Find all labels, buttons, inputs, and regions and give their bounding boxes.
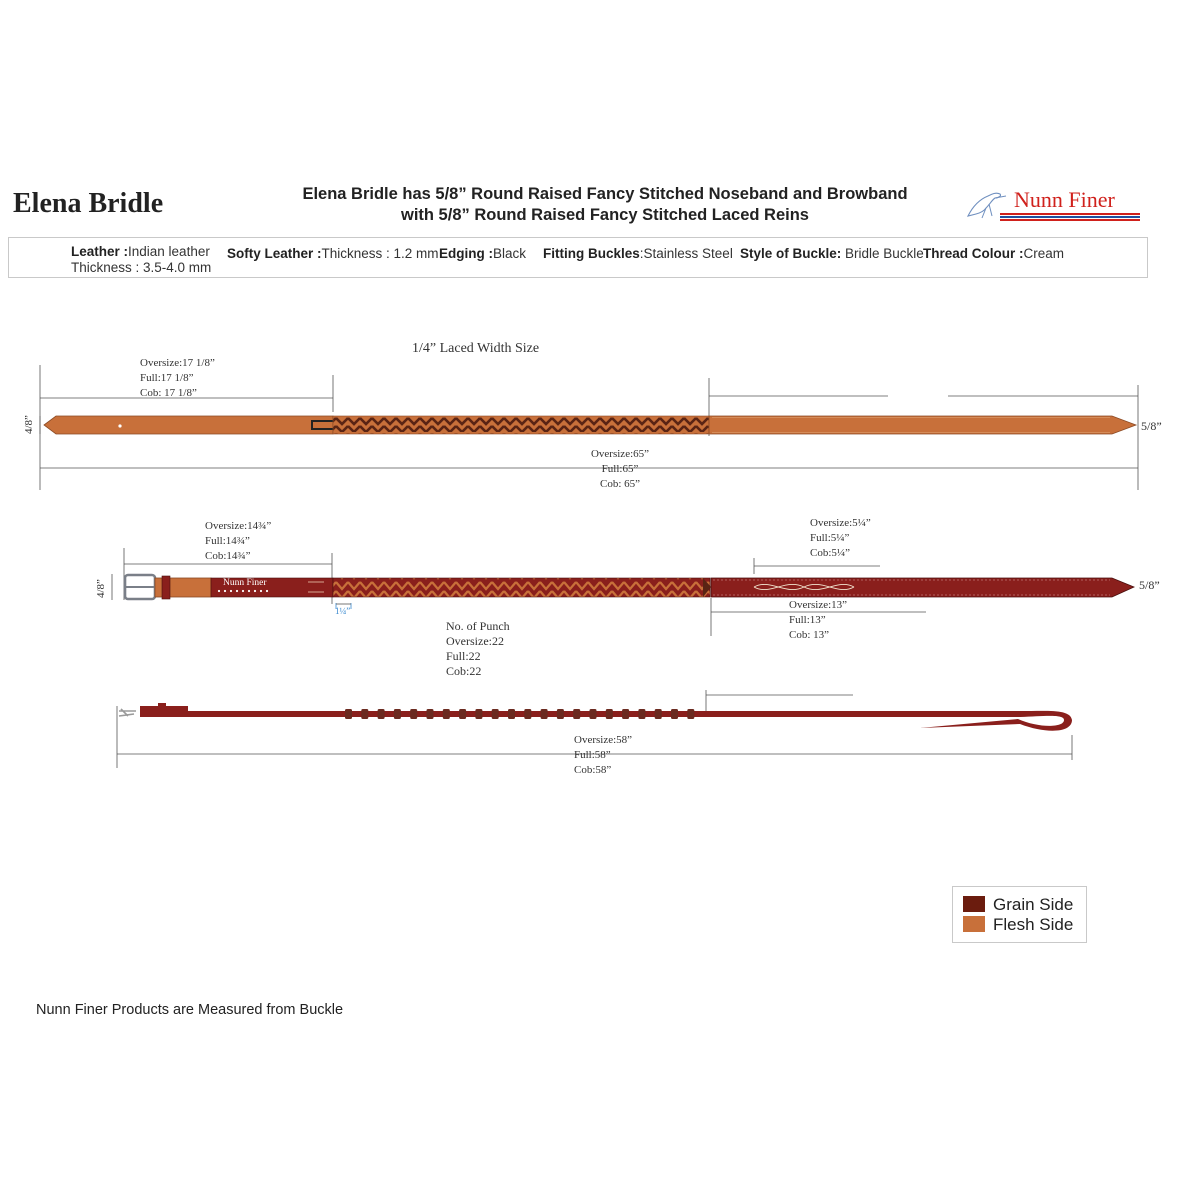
legend-grain-label: Grain Side <box>993 895 1074 914</box>
spec-softy-value: Thickness : 1.2 mm <box>321 246 439 261</box>
rein1-total-cob: Cob: 65” <box>599 478 641 490</box>
spec-buckle-style-label: Style of Buckle: <box>740 246 842 261</box>
punch-hole <box>508 709 515 719</box>
punch-hole <box>345 709 352 719</box>
rein1-total-sizes <box>590 447 650 492</box>
spec-fitting-label: Fitting Buckles <box>543 246 640 261</box>
spec-edging-label: Edging : <box>439 246 493 261</box>
punch-hole <box>573 709 580 719</box>
punch-hole <box>378 709 385 719</box>
punch-hole <box>394 709 401 719</box>
grain-swatch <box>963 896 985 912</box>
rein2-grain-tail <box>711 578 1134 597</box>
punch-hole <box>410 709 417 719</box>
spec-fitting-value: :Stainless Steel <box>639 246 733 261</box>
punch-count-title: No. of Punch <box>446 619 510 633</box>
rein2-end-oversize: Oversize:14¾” <box>205 520 272 532</box>
rein1-laced-section <box>333 416 709 434</box>
rein2-tail-cob: Cob: 13” <box>789 629 830 641</box>
rein1-width-right: 5/8” <box>1141 419 1162 433</box>
rein3-buckle-icon <box>119 709 136 716</box>
rein2-stitch-oversize: Oversize:5¼” <box>810 517 871 529</box>
spec-thread-value: Cream <box>1023 246 1065 261</box>
rein2-stitch-sizes <box>810 516 871 561</box>
legend-flesh-label: Flesh Side <box>993 915 1074 934</box>
punch-hole <box>524 709 531 719</box>
headline-line-1: Elena Bridle has 5/8” Round Raised Fancy Stitched Noseband and Browband <box>302 185 908 203</box>
rein2-stitch-full: Full:5¼” <box>810 532 850 544</box>
punch-count <box>446 619 510 679</box>
punch-hole <box>622 709 629 719</box>
punch-count-full: Full:22 <box>446 649 481 663</box>
rein2-stitch-cob: Cob:5¼” <box>810 547 851 559</box>
rein2-end-cob: Cob:14¾” <box>205 550 251 562</box>
rein2-width-right: 5/8” <box>1139 578 1160 592</box>
rein1-flesh-tail <box>709 416 1136 434</box>
rein3-total-oversize: Oversize:58” <box>574 734 633 746</box>
rein2-laced-section <box>333 578 710 597</box>
flesh-swatch <box>963 916 985 932</box>
punch-hole <box>687 709 694 719</box>
punch-hole <box>638 709 645 719</box>
rein1-end-cob: Cob: 17 1/8” <box>140 387 197 399</box>
punch-hole <box>492 709 499 719</box>
rein1-total-oversize: Oversize:65” <box>590 448 650 460</box>
punch-hole <box>475 709 482 719</box>
rein3-total-cob: Cob:58” <box>574 764 612 776</box>
rein3-total-full: Full:58” <box>574 749 611 761</box>
punch-hole <box>427 709 434 719</box>
punch-hole <box>541 709 548 719</box>
brand-name: Nunn Finer <box>1014 187 1115 212</box>
punch-hole <box>361 709 368 719</box>
punch-count-cob: Cob:22 <box>446 664 482 678</box>
legend-grain-side <box>963 896 1073 914</box>
rein2-end-sizes <box>205 519 271 564</box>
rein1-total-full: Full:65” <box>601 463 639 475</box>
rein1-laced-width-label: 1/4” Laced Width Size <box>412 341 540 356</box>
punch-hole <box>606 709 613 719</box>
punch-hole <box>590 709 597 719</box>
spec-edging-value: Black <box>493 246 527 261</box>
spec-buckle-style-value: Bridle Buckle <box>841 246 924 261</box>
rein2-dot-row <box>218 590 268 592</box>
punch-hole <box>459 709 466 719</box>
spec-leather-label: Leather : <box>71 244 129 259</box>
rein2-tail-oversize: Oversize:13” <box>789 599 848 611</box>
rein1-end-sizes <box>140 356 215 401</box>
rein2-brand-stamp: Nunn Finer <box>223 578 267 588</box>
rein2-keeper-gap-label: 1¼” <box>335 606 351 616</box>
punch-hole <box>655 709 662 719</box>
rein2-keeper-1 <box>162 576 170 599</box>
spec-leather-value: Indian leather <box>128 244 210 259</box>
rein2-tail-full: Full:13” <box>789 614 826 626</box>
page-title: Elena Bridle <box>13 188 164 219</box>
spec-thread-label: Thread Colour : <box>923 246 1024 261</box>
spec-leather-thickness: Thickness : 3.5-4.0 mm <box>71 260 212 275</box>
rein2-width-left: 4/8” <box>95 579 107 598</box>
rein1-end-full: Full:17 1/8” <box>140 372 194 384</box>
headline-line-2: with 5/8” Round Raised Fancy Stitched Laced Reins <box>400 206 809 224</box>
legend-flesh-side <box>963 916 1073 934</box>
footer-note: Nunn Finer Products are Measured from Buckle <box>36 1002 344 1018</box>
punch-hole <box>557 709 564 719</box>
rein1-buckle-end <box>44 416 333 434</box>
punch-hole <box>671 709 678 719</box>
rein1-punch-hole <box>118 424 121 427</box>
rein2-tail-sizes <box>789 598 847 643</box>
rein2-end-full: Full:14¾” <box>205 535 250 547</box>
rein1-width-left: 4/8” <box>23 415 35 434</box>
punch-hole <box>443 709 450 719</box>
rein3-total-sizes <box>574 733 632 778</box>
spec-softy-label: Softy Leather : <box>227 246 322 261</box>
rein1-end-oversize: Oversize:17 1/8” <box>140 357 215 369</box>
color-legend <box>952 886 1087 943</box>
punch-count-oversize: Oversize:22 <box>446 634 504 648</box>
